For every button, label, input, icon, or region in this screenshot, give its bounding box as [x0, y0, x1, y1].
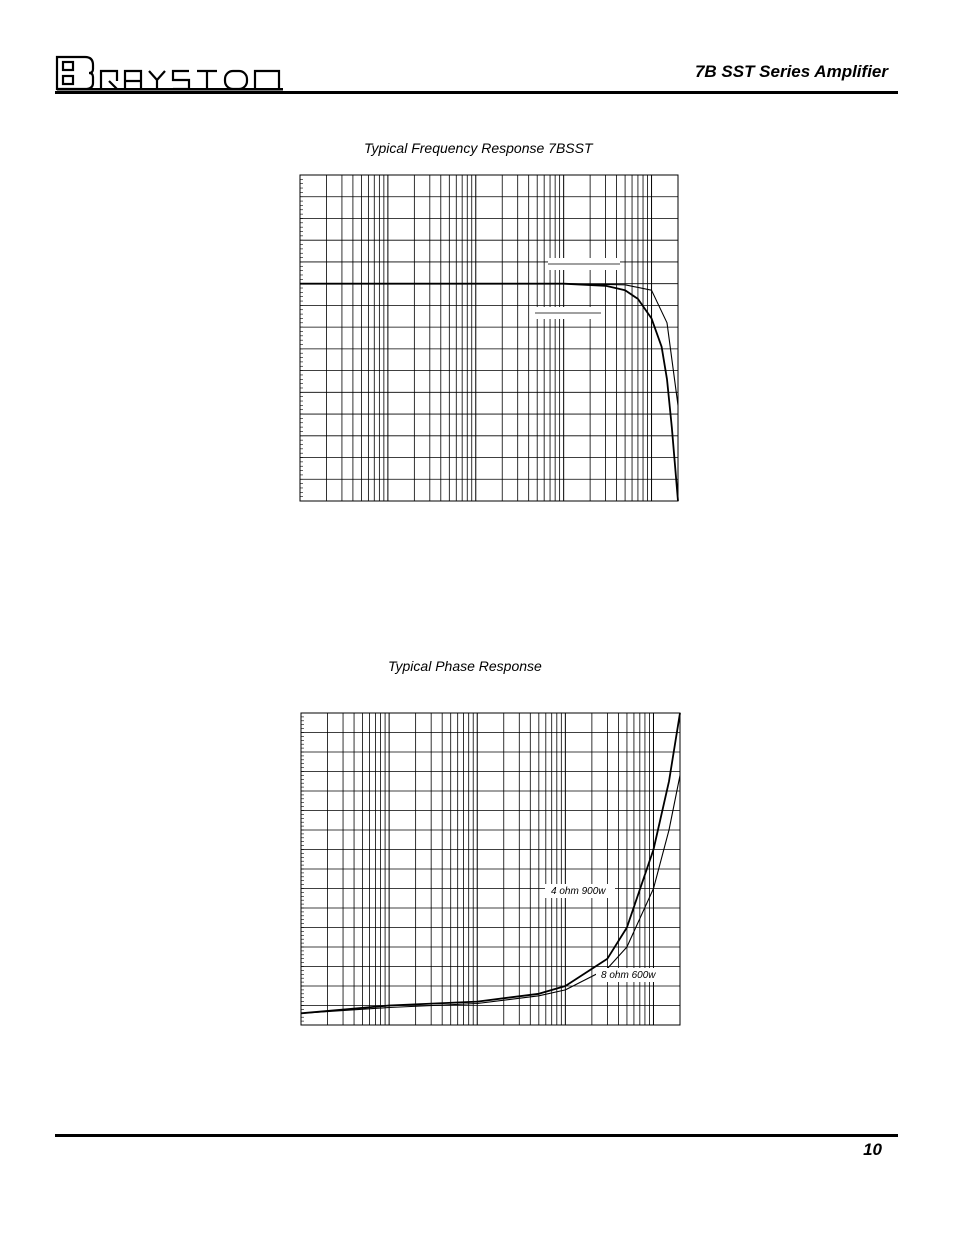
frequency-chart-title: Typical Frequency Response 7BSST — [364, 140, 593, 156]
document-title: 7B SST Series Amplifier — [694, 62, 888, 81]
phase-chart-title: Typical Phase Response — [388, 658, 542, 674]
footer-rule — [55, 1134, 898, 1137]
series-line-1 — [300, 284, 678, 406]
series-label: 8 ohm 600w — [601, 970, 656, 981]
page-number: 10 — [863, 1140, 882, 1159]
series-label: 4 ohm 900w — [551, 886, 606, 897]
plot-frame — [300, 175, 678, 501]
